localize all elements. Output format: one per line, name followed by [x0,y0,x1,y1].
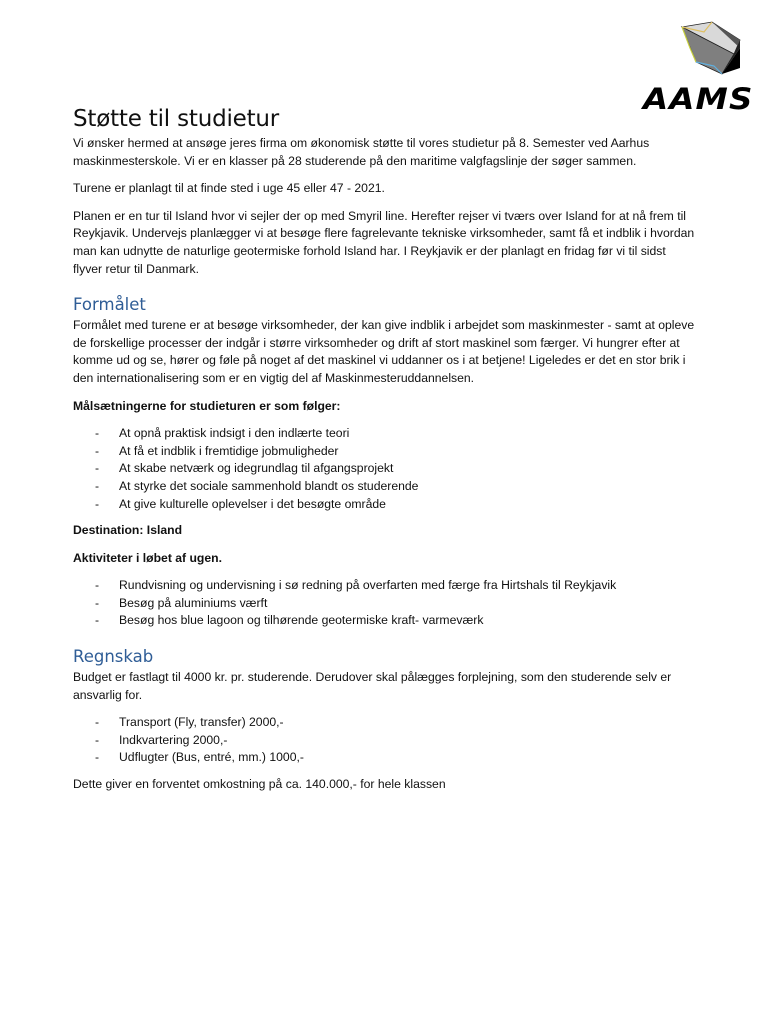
bullet-dash: - [95,750,100,765]
list-item: - At give kulturelle oplevelser i det besøgte område [73,496,695,514]
bullet-dash: - [95,461,100,476]
purpose-paragraph: Formålet med turene er at besøge virksomheder, der kan give indblik i arbejdet som maskinmester - samt at opleve de forskellige processer der indgår i større virksomheder og drift af stort maskinel som færger. Vi hungrer efter at komme ud og se, hører og føle på noget af det maskinel vi uddanner os i at betjene! Ligeledes er det en stor brik i den internationalisering som er en vigtig del af Maskinmesteruddannelsen. [73,318,695,385]
goals-list [73,425,695,513]
bullet-dash: - [95,478,100,493]
bullet-dash: - [95,496,100,511]
list-item: - At opnå praktisk indsigt i den indlærte teori [73,425,695,443]
list-item: - At skabe netværk og idegrundlag til afgangsprojekt [73,460,695,478]
aams-logo [640,18,754,118]
bullet-dash: - [95,578,100,593]
list-item: - Indkvartering 2000,- [73,732,695,750]
intro-paragraph-1: Vi ønsker hermed at ansøge jeres firma om økonomisk støtte til vores studietur på 8. Semester ved Aarhus maskinmesterskole. Vi er en klasser på 28 studerende på den maritime valgfagslinje der søger sammen. [73,136,650,168]
list-item: - At styrke det sociale sammenhold blandt os studerende [73,478,695,496]
bullet-dash: - [95,595,100,610]
logo-wordmark: AAMS [642,82,754,116]
destination-label: Destination: Island [73,523,183,538]
goals-label: Målsætningerne for studieturen er som følger: [73,398,341,413]
list-item: - Rundvisning og undervisning i sø redning på overfarten med færge fra Hirtshals til Reykjavik [73,577,695,595]
activities-label: Aktiviteter i løbet af ugen. [73,550,222,565]
bullet-dash: - [95,715,100,730]
bullet-dash: - [95,443,100,458]
intro-paragraph-3: Planen er en tur til Island hvor vi sejler der op med Smyril line. Herefter rejser vi tværs over Island for at nå frem til Reykjavik. Undervejs planlægger vi at besøge flere fagrelevante tekniske virksomheder, samt få et indblik i hvordan man kan udnytte de naturlige geotermiske forhold Island har. I Reykjavik er der planlagt en fridag før vi til sidst flyver retur til Danmark. [73,208,695,276]
accounts-heading: Regnskab [73,647,154,667]
cube-logo-icon [640,18,744,80]
accounts-paragraph: Budget er fastlagt til 4000 kr. pr. studerende. Derudover skal pålægges forplejning, som den studerende selv er ansvarlig for. [73,670,672,702]
bullet-dash: - [95,732,100,747]
list-item: - Besøg hos blue lagoon og tilhørende geotermiske kraft- varmeværk [73,612,695,630]
list-item: - At få et indblik i fremtidige jobmuligheder [73,443,695,461]
list-item: - Besøg på aluminiums værft [73,595,695,613]
list-item: - Udflugter (Bus, entré, mm.) 1000,- [73,749,695,767]
intro-paragraph-2: Turene er planlagt til at finde sted i uge 45 eller 47 - 2021. [73,181,385,196]
total-cost-paragraph: Dette giver en forventet omkostning på ca. 140.000,- for hele klassen [73,777,446,792]
purpose-heading: Formålet [73,295,146,315]
bullet-dash: - [95,613,100,628]
budget-list [73,714,695,767]
bullet-dash: - [95,426,100,441]
document-title: Støtte til studietur [73,106,280,132]
list-item: - Transport (Fly, transfer) 2000,- [73,714,695,732]
activities-list [73,577,695,630]
document-body [73,104,695,804]
